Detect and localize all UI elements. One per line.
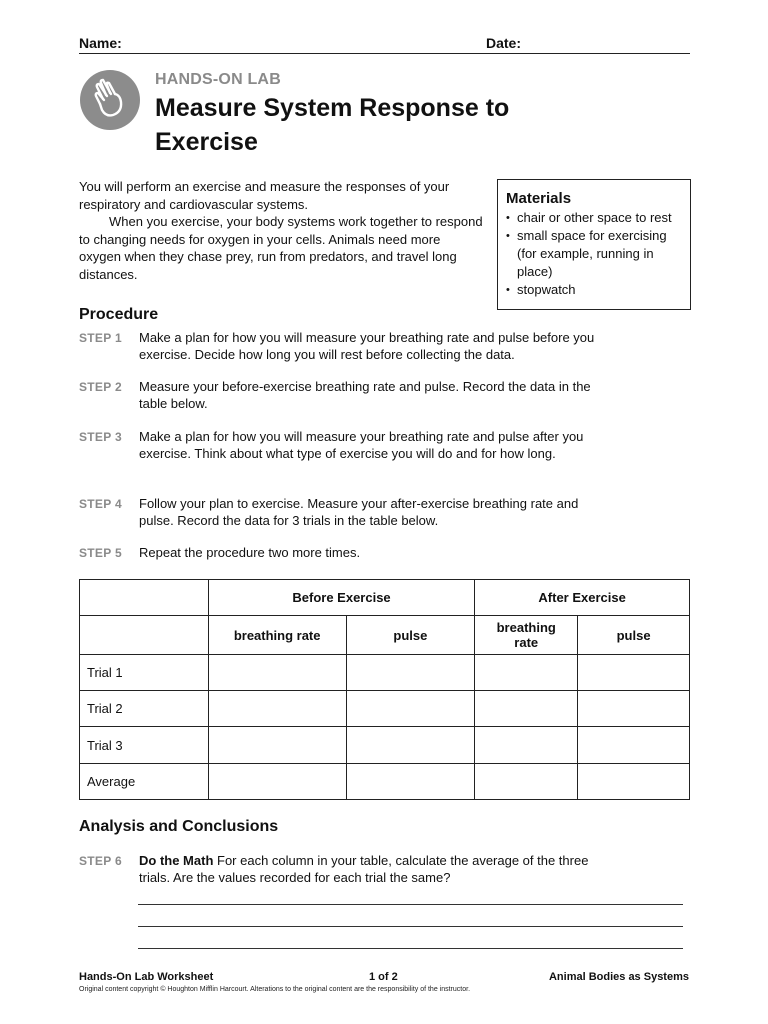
- hand-icon: [80, 70, 140, 130]
- table-row: [80, 691, 690, 727]
- intro-paragraph-2: When you exercise, your body systems work together to respond to changing needs for oxygen in your cells. Animals need more oxygen when they chase prey, run from predators, and travel long distances.: [79, 214, 483, 282]
- intro-paragraph-1: You will perform an exercise and measure the responses of your respiratory and cardiovascular systems.: [79, 179, 450, 212]
- data-cell[interactable]: [475, 764, 578, 800]
- after-breathing-rate-header: breathing rate: [475, 616, 578, 655]
- lab-kicker: HANDS-ON LAB: [155, 71, 281, 88]
- data-cell[interactable]: [475, 655, 578, 691]
- step-6-body: For each column in your table, calculate the average of the three trials. Are the values recorded for each trial the same?: [139, 853, 589, 885]
- data-cell[interactable]: [346, 764, 475, 800]
- lab-title-line1: Measure System Response to: [155, 94, 510, 122]
- row-label: Trial 3: [80, 727, 209, 764]
- lab-title-line2: Exercise: [155, 128, 258, 156]
- step-6-lead: Do the Math: [139, 853, 214, 868]
- data-cell[interactable]: [578, 691, 690, 727]
- after-pulse-header: pulse: [578, 616, 690, 655]
- data-cell[interactable]: [578, 764, 690, 800]
- data-cell[interactable]: [208, 727, 346, 764]
- table-row: [80, 727, 690, 764]
- data-cell[interactable]: [578, 727, 690, 764]
- data-cell[interactable]: [475, 691, 578, 727]
- analysis-heading: Analysis and Conclusions: [79, 818, 279, 835]
- after-exercise-header: After Exercise: [475, 580, 690, 616]
- materials-item: • small space for exercising (for example, running in place): [506, 227, 686, 281]
- answer-line[interactable]: [138, 948, 683, 949]
- step-5-label: STEP 5: [79, 546, 122, 560]
- footer-right: Animal Bodies as Systems: [548, 971, 689, 983]
- date-label: Date:: [486, 35, 522, 51]
- data-cell[interactable]: [208, 764, 346, 800]
- data-cell[interactable]: [208, 691, 346, 727]
- materials-box: [497, 179, 691, 310]
- answer-line[interactable]: [138, 904, 683, 905]
- data-cell[interactable]: [346, 691, 475, 727]
- step-2-text: Measure your before-exercise breathing rate and pulse. Record the data in the table below.: [139, 379, 591, 411]
- table-corner-cell: [80, 616, 209, 655]
- intro-text: [79, 178, 484, 283]
- step-1-label: STEP 1: [79, 331, 122, 345]
- materials-list: [506, 209, 686, 299]
- materials-title: Materials: [506, 190, 572, 207]
- footer-page-number: 1 of 2: [369, 971, 398, 983]
- table-row: [80, 655, 690, 691]
- row-label: Trial 2: [80, 691, 209, 727]
- step-3-text: Make a plan for how you will measure your breathing rate and pulse after you exercise. Think about what type of exercise you will do and for how long.: [139, 429, 584, 461]
- header-rule: [79, 53, 690, 54]
- data-cell[interactable]: [208, 655, 346, 691]
- answer-line[interactable]: [138, 926, 683, 927]
- step-1-text: Make a plan for how you will measure your breathing rate and pulse before you exercise. Decide how long you will rest before collecting the data.: [139, 330, 595, 362]
- name-label: Name:: [79, 35, 122, 51]
- data-cell[interactable]: [346, 727, 475, 764]
- procedure-heading: Procedure: [79, 306, 159, 323]
- materials-item: • chair or other space to rest: [506, 209, 686, 227]
- step-2-label: STEP 2: [79, 380, 122, 394]
- data-table: [79, 579, 690, 800]
- data-cell[interactable]: [346, 655, 475, 691]
- footer-copyright: Original content copyright © Houghton Mifflin Harcourt. Alterations to the original content are the responsibility of the instructor.: [79, 986, 471, 993]
- step-3-label: STEP 3: [79, 430, 122, 444]
- step-4-text: Follow your plan to exercise. Measure your after-exercise breathing rate and pulse. Record the data for 3 trials in the table below.: [139, 496, 579, 528]
- table-row: [80, 764, 690, 800]
- before-breathing-rate-header: breathing rate: [208, 616, 346, 655]
- table-header-row: [80, 580, 690, 616]
- row-label: Trial 1: [80, 655, 209, 691]
- table-subheader-row: [80, 616, 690, 655]
- table-corner-cell: [80, 580, 209, 616]
- step-4-label: STEP 4: [79, 497, 122, 511]
- before-exercise-header: Before Exercise: [208, 580, 474, 616]
- data-cell[interactable]: [578, 655, 690, 691]
- step-6-text: [139, 852, 599, 886]
- data-cell[interactable]: [475, 727, 578, 764]
- footer-left: Hands-On Lab Worksheet: [79, 971, 214, 983]
- row-label: Average: [80, 764, 209, 800]
- step-5-text: Repeat the procedure two more times.: [139, 545, 361, 560]
- materials-item: • stopwatch: [506, 281, 686, 299]
- step-6-label: STEP 6: [79, 854, 122, 868]
- before-pulse-header: pulse: [346, 616, 475, 655]
